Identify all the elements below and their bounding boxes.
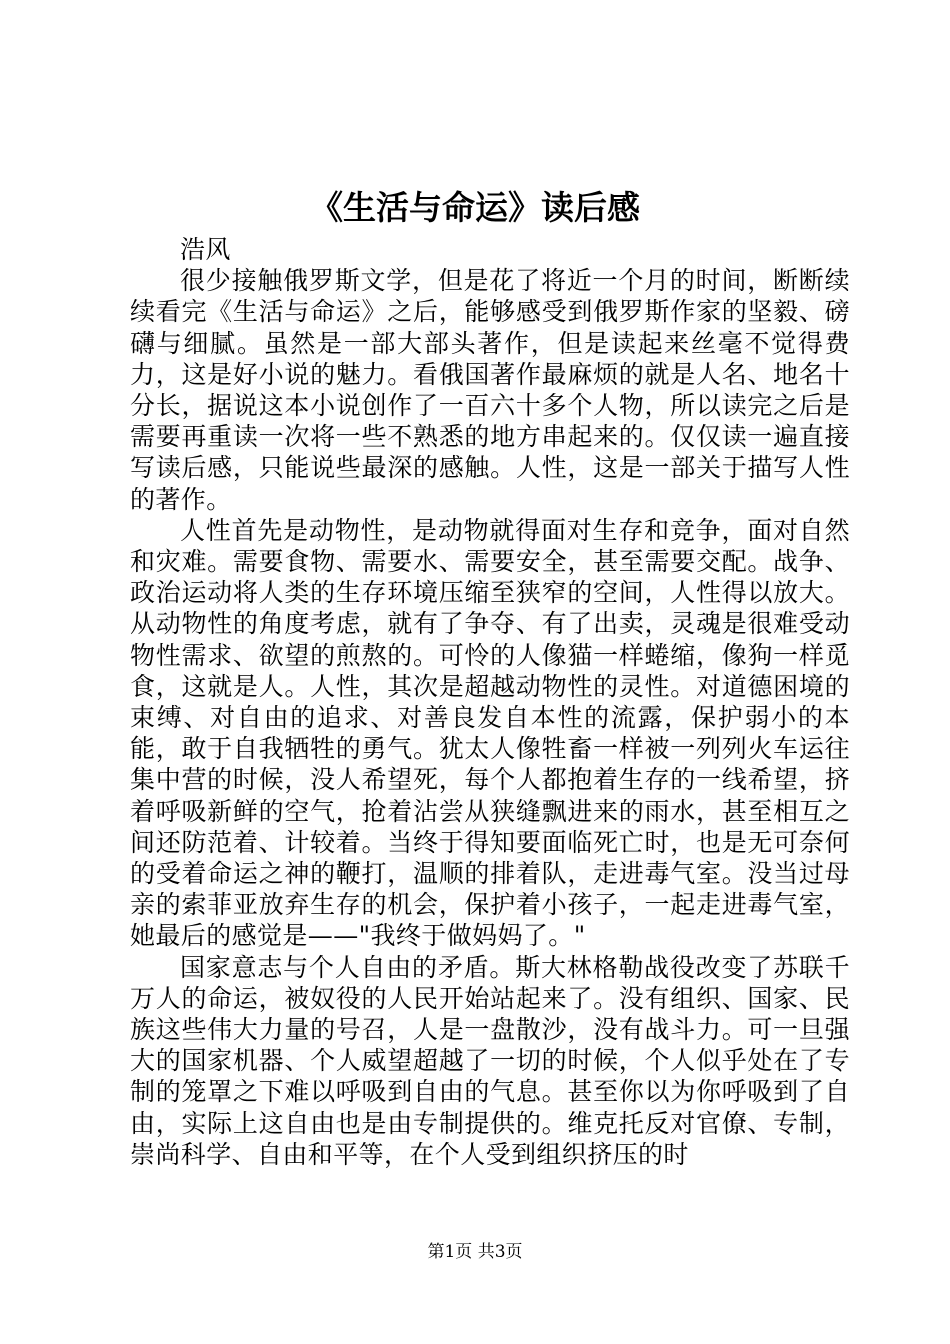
document-body <box>130 234 850 1170</box>
paragraph-1: 很少接触俄罗斯文学，但是花了将近一个月的时间，断断续续看完《生活与命运》之后，能够感受到俄罗斯作家的坚毅、磅礴与细腻。虽然是一部大部头著作，但是读起来丝毫不觉得费力，这是好小说的魅力。看俄国著作最麻烦的就是人名、地名十分长，据说这本小说创作了一百六十多个人物，所以读完之后是需要再重读一次将一些不熟悉的地方串起来的。仅仅读一遍直接写读后感，只能说些最深的感触。人性，这是一部关于描写人性的著作。 <box>130 266 850 514</box>
author-name: 浩风 <box>180 235 231 264</box>
page-footer: 第1页 共3页 <box>427 1242 523 1262</box>
document-title: 《生活与命运》读后感 <box>310 188 640 227</box>
paragraph-2: 人性首先是动物性，是动物就得面对生存和竞争，面对自然和灾难。需要食物、需要水、需要安全，甚至需要交配。战争、政治运动将人类的生存环境压缩至狭窄的空间，人性得以放大。从动物性的角度考虑，就有了争夺、有了出卖，灵魂是很难受动物性需求、欲望的煎熬的。可怜的人像猫一样蜷缩，像狗一样觅食，这就是人。人性，其次是超越动物性的灵性。对道德困境的束缚、对自由的追求、对善良发自本性的流露，保护弱小的本能，敢于自我牺牲的勇气。犹太人像牲畜一样被一列列火车运往集中营的时候，没人希望死，每个人都抱着生存的一线希望，挤着呼吸新鲜的空气，抢着沾尝从狭缝飘进来的雨水，甚至相互之间还防范着、计较着。当终于得知要面临死亡时，也是无可奈何的受着命运之神的鞭打，温顺的排着队，走进毒气室。没当过母亲的索菲亚放弃生存的机会，保护着小孩子，一起走进毒气室，她最后的感觉是——"我终于做妈妈了。" <box>130 515 850 951</box>
paragraph-3: 国家意志与个人自由的矛盾。斯大林格勒战役改变了苏联千万人的命运，被奴役的人民开始站起来了。没有组织、国家、民族这些伟大力量的号召，人是一盘散沙，没有战斗力。可一旦强大的国家机器、个人威望超越了一切的时候，个人似乎处在了专制的笼罩之下难以呼吸到自由的气息。甚至你以为你呼吸到了自由，实际上这自由也是由专制提供的。维克托反对官僚、专制，崇尚科学、自由和平等，在个人受到组织挤压的时 <box>130 952 850 1169</box>
